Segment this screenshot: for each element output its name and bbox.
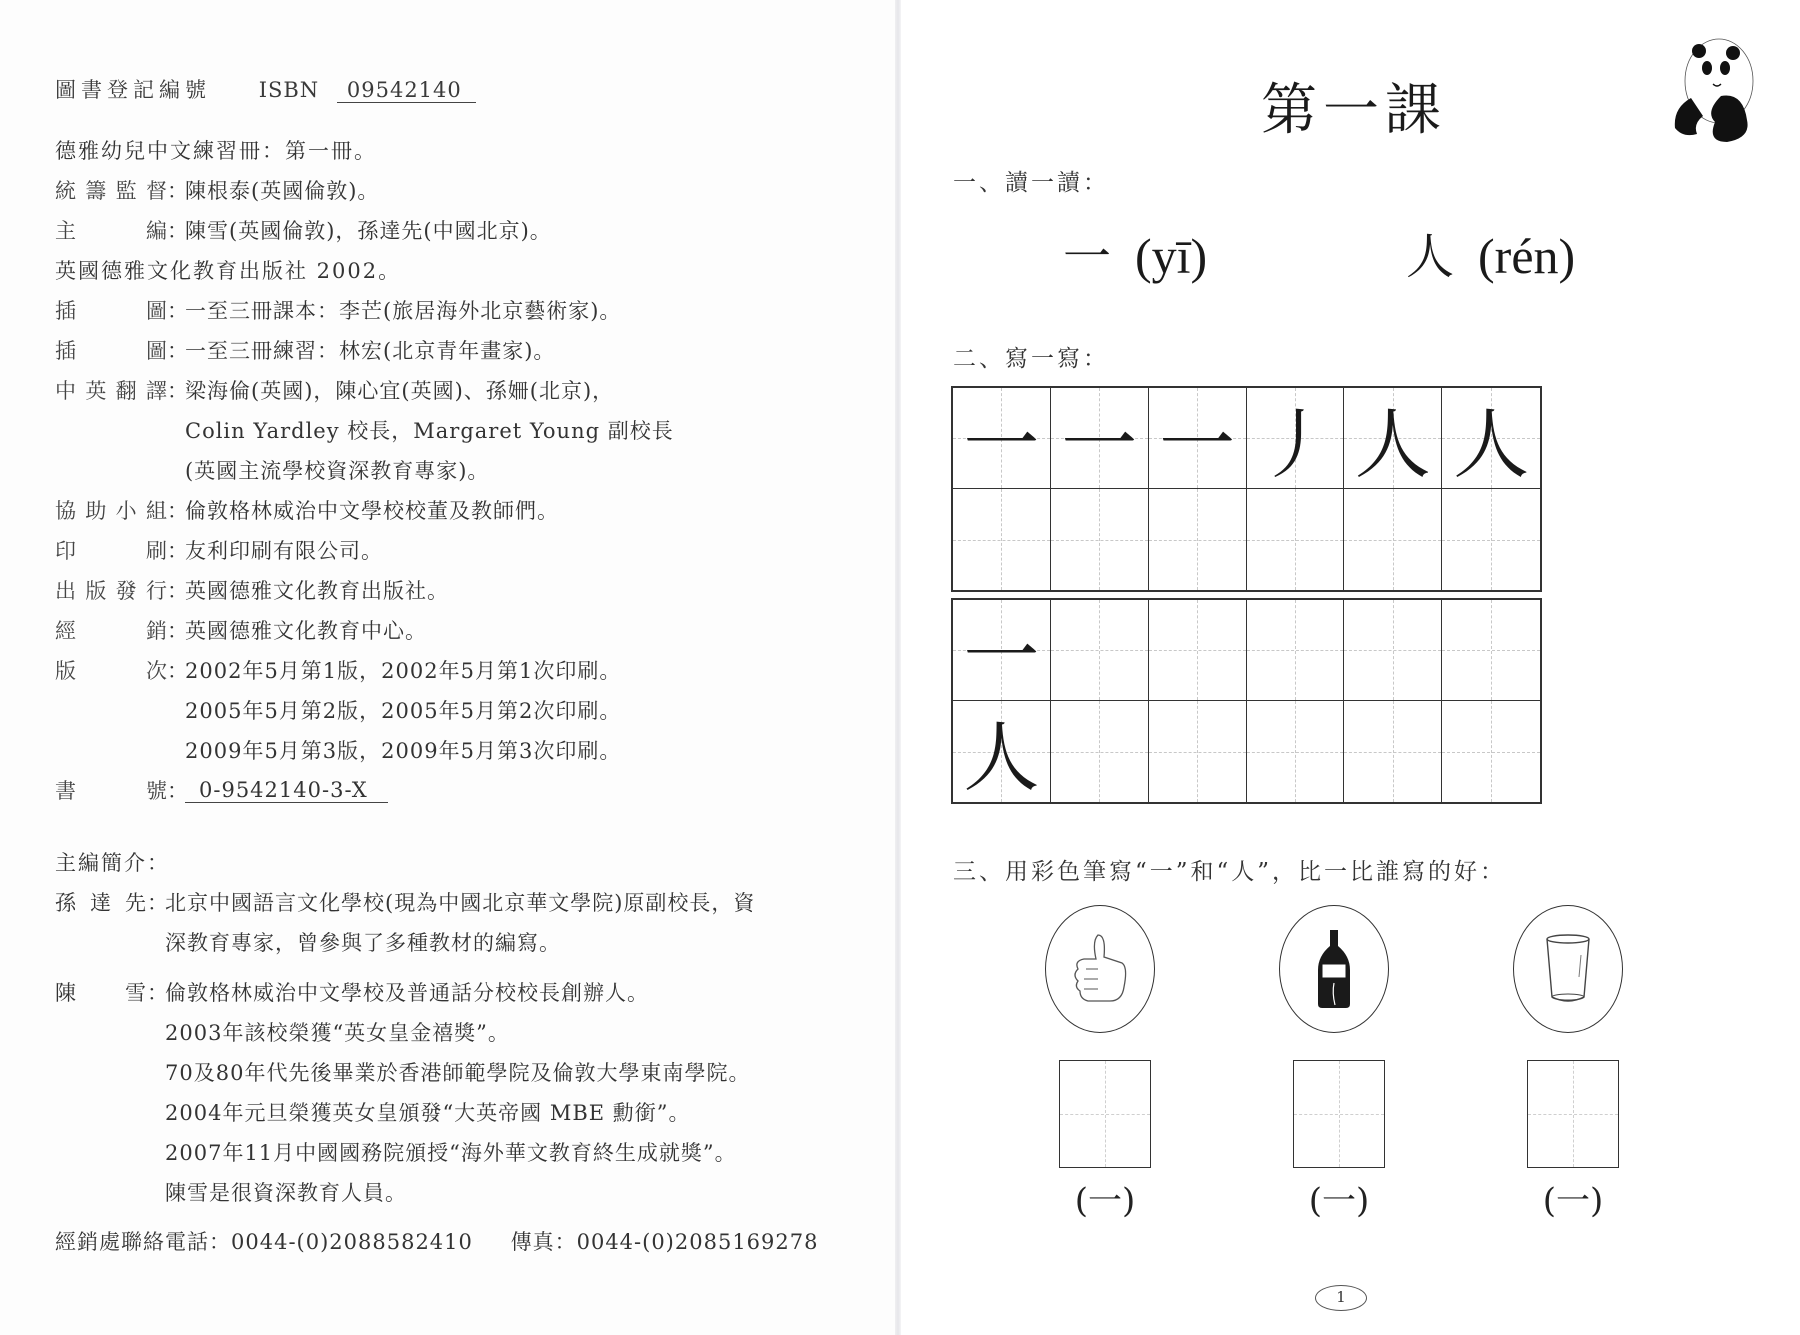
fax-label: 傳真： xyxy=(510,1230,577,1254)
pinyin: (yī) xyxy=(1135,228,1208,284)
grid-cell[interactable] xyxy=(1247,701,1345,802)
book-number-row: 書號 ： 0-9542140-3-X xyxy=(55,770,885,810)
credit-row: 統籌監督 ： 陳根泰(英國倫敦)。 xyxy=(55,170,885,210)
credit-row: 協助小組 ： 倫敦格林威治中文學校校董及教師們。 xyxy=(55,490,885,530)
grid-cell[interactable] xyxy=(1247,600,1345,701)
bio-entry: 孫達先 ： 北京中國語言文化學校(現為中國北京華文學院)原副校長，資 xyxy=(55,882,885,922)
credit-continuation: (英國主流學校資深教育專家)。 xyxy=(185,459,490,483)
bio-line: 2007年11月中國國務院頒授“海外華文教育終生成就獎”。 xyxy=(165,1141,737,1165)
bio-line: 陳雪是很資深教育人員。 xyxy=(165,1181,407,1205)
isbn-value: 09542140 xyxy=(337,78,476,103)
bio-name: 陳雪 xyxy=(55,981,147,1005)
grid-cell[interactable] xyxy=(1149,489,1247,590)
grid-cell[interactable]: 人 xyxy=(953,701,1051,802)
fax-number: 0044-(0)2085169278 xyxy=(576,1230,819,1254)
thumbs-up-icon xyxy=(1072,929,1128,1009)
credit-label: 主編 xyxy=(55,219,167,243)
phone-number: 0044-(0)2088582410 xyxy=(231,1230,473,1254)
bio-line: 70及80年代先後畢業於香港師範學院及倫敦大學東南學院。 xyxy=(165,1061,751,1085)
credit-label: 書號 xyxy=(55,779,167,803)
section1-heading: 一、讀一讀： xyxy=(953,170,1109,196)
grid-cell[interactable]: 一 xyxy=(953,600,1051,701)
phone-label: 經銷處聯絡電話： xyxy=(55,1230,231,1254)
grid-cell[interactable] xyxy=(1344,701,1442,802)
publisher-line xyxy=(55,250,885,290)
credit-value: 陳雪(英國倫敦)，孫達先(中國北京)。 xyxy=(185,219,552,243)
grid-cell[interactable] xyxy=(1149,600,1247,701)
glass-icon xyxy=(1544,933,1592,1005)
section2-heading: 二、寫一寫： xyxy=(953,346,1109,372)
grid-cell[interactable] xyxy=(1442,489,1540,590)
edition-line: 2009年5月第3版，2009年5月第3次印刷。 xyxy=(185,739,622,763)
grid-cell[interactable] xyxy=(1149,701,1247,802)
page-number: 1 xyxy=(1315,1285,1367,1311)
credit-row: 插圖 ： 一至三冊練習：林宏(北京青年畫家)。 xyxy=(55,330,885,370)
credit-label: 插圖 xyxy=(55,339,167,363)
panda-icon xyxy=(1661,36,1761,146)
credit-row: 出版發行 ： 英國德雅文化教育出版社。 xyxy=(55,570,885,610)
grid-cell[interactable] xyxy=(1247,489,1345,590)
reading-item-ren xyxy=(1406,218,1575,287)
credit-row: 版次 ： 2002年5月第1版，2002年5月第1次印刷。 xyxy=(55,650,885,690)
pinyin: (rén) xyxy=(1478,228,1576,284)
credit-value: 友利印刷有限公司。 xyxy=(185,539,383,563)
stroke-order-grid xyxy=(951,386,1542,592)
answer-label: (一) xyxy=(1542,1181,1604,1221)
credit-value: 陳根泰(英國倫敦)。 xyxy=(185,179,380,203)
answer-label: (一) xyxy=(1308,1181,1370,1221)
answer-label: (一) xyxy=(1074,1181,1136,1221)
book-title-line xyxy=(55,130,885,170)
registration-line xyxy=(55,74,476,104)
grid-cell[interactable] xyxy=(1051,489,1149,590)
credit-value: 梁海倫(英國)，陳心宜(英國)、孫姍(北京)， xyxy=(185,379,615,403)
picture-exercise xyxy=(901,905,1800,1225)
editor-bio xyxy=(55,842,885,1212)
credit-label: 中英翻譯 xyxy=(55,379,167,403)
bio-line: 倫敦格林威治中文學校及普通話分校校長創辦人。 xyxy=(165,981,649,1005)
credit-continuation: Colin Yardley 校長，Margaret Young 副校長 xyxy=(185,419,674,443)
publisher-text: 英國德雅文化教育出版社 2002。 xyxy=(55,259,402,283)
hanzi: 人 xyxy=(1406,229,1455,285)
bottle-icon xyxy=(1317,928,1351,1010)
grid-cell[interactable] xyxy=(1442,600,1540,701)
grid-cell[interactable] xyxy=(1051,600,1149,701)
grid-cell[interactable]: 人 xyxy=(1344,388,1442,489)
contact-line xyxy=(55,1226,819,1256)
credit-value: 2002年5月第1版，2002年5月第1次印刷。 xyxy=(185,659,622,683)
grid-cell[interactable]: 一 xyxy=(1051,388,1149,489)
hanzi: 一 xyxy=(1063,229,1112,285)
grid-cell[interactable] xyxy=(953,489,1051,590)
grid-cell[interactable] xyxy=(1344,600,1442,701)
isbn-label: ISBN xyxy=(258,78,320,102)
credit-row: 印刷 ： 友利印刷有限公司。 xyxy=(55,530,885,570)
writing-box[interactable] xyxy=(1527,1060,1619,1168)
writing-box[interactable] xyxy=(1293,1060,1385,1168)
grid-cell[interactable] xyxy=(1051,701,1149,802)
credit-row: 插圖 ： 一至三冊課本：李芒(旅居海外北京藝術家)。 xyxy=(55,290,885,330)
grid-cell[interactable]: 人 xyxy=(1442,388,1540,489)
lesson-title: 第一課 xyxy=(1261,78,1447,143)
left-page-imprint xyxy=(0,0,897,1335)
practice-grid xyxy=(951,598,1542,804)
credit-value: 一至三冊練習：林宏(北京青年畫家)。 xyxy=(185,339,556,363)
book-number: 0-9542140-3-X xyxy=(185,778,388,803)
grid-cell[interactable]: 一 xyxy=(1149,388,1247,489)
book-title: 德雅幼兒中文練習冊：第一冊。 xyxy=(55,139,377,163)
credit-label: 出版發行 xyxy=(55,579,167,603)
section3-heading: 三、用彩色筆寫“一”和“人”，比一比誰寫的好： xyxy=(953,859,1507,885)
credit-value: 一至三冊課本：李芒(旅居海外北京藝術家)。 xyxy=(185,299,622,323)
grid-cell[interactable]: 丿 xyxy=(1247,388,1345,489)
credit-label: 協助小組 xyxy=(55,499,167,523)
bio-name: 孫達先 xyxy=(55,891,147,915)
grid-cell[interactable] xyxy=(1442,701,1540,802)
credit-value: 英國德雅文化教育中心。 xyxy=(185,619,427,643)
bio-line: 2004年元旦榮獲英女皇頒發“大英帝國 MBE 勳銜”。 xyxy=(165,1101,691,1125)
credit-row: 主編 ： 陳雪(英國倫敦)，孫達先(中國北京)。 xyxy=(55,210,885,250)
credits-block xyxy=(55,130,885,810)
edition-line: 2005年5月第2版，2005年5月第2次印刷。 xyxy=(185,699,622,723)
grid-cell[interactable]: 一 xyxy=(953,388,1051,489)
writing-box[interactable] xyxy=(1059,1060,1151,1168)
credit-value: 倫敦格林威治中文學校校董及教師們。 xyxy=(185,499,559,523)
right-page-lesson xyxy=(901,0,1800,1335)
credit-label: 經銷 xyxy=(55,619,167,643)
bio-line: 2003年該校榮獲“英女皇金禧獎”。 xyxy=(165,1021,510,1045)
credit-value: 英國德雅文化教育出版社。 xyxy=(185,579,449,603)
bio-line: 深教育專家，曾參與了多種教材的編寫。 xyxy=(165,931,561,955)
credit-label: 版次 xyxy=(55,659,167,683)
reading-item-yi xyxy=(1063,218,1207,287)
credit-row: 經銷 ： 英國德雅文化教育中心。 xyxy=(55,610,885,650)
credit-row: 中英翻譯 ： 梁海倫(英國)，陳心宜(英國)、孫姍(北京)， xyxy=(55,370,885,410)
credit-label: 插圖 xyxy=(55,299,167,323)
bio-title: 主編簡介： xyxy=(55,851,170,875)
credit-label: 印刷 xyxy=(55,539,167,563)
bio-entry: 陳雪 ： 倫敦格林威治中文學校及普通話分校校長創辦人。 xyxy=(55,972,885,1012)
credit-label: 統籌監督 xyxy=(55,179,167,203)
registration-label: 圖書登記編號 xyxy=(55,78,211,102)
grid-cell[interactable] xyxy=(1344,489,1442,590)
bio-line: 北京中國語言文化學校(現為中國北京華文學院)原副校長，資 xyxy=(165,891,756,915)
